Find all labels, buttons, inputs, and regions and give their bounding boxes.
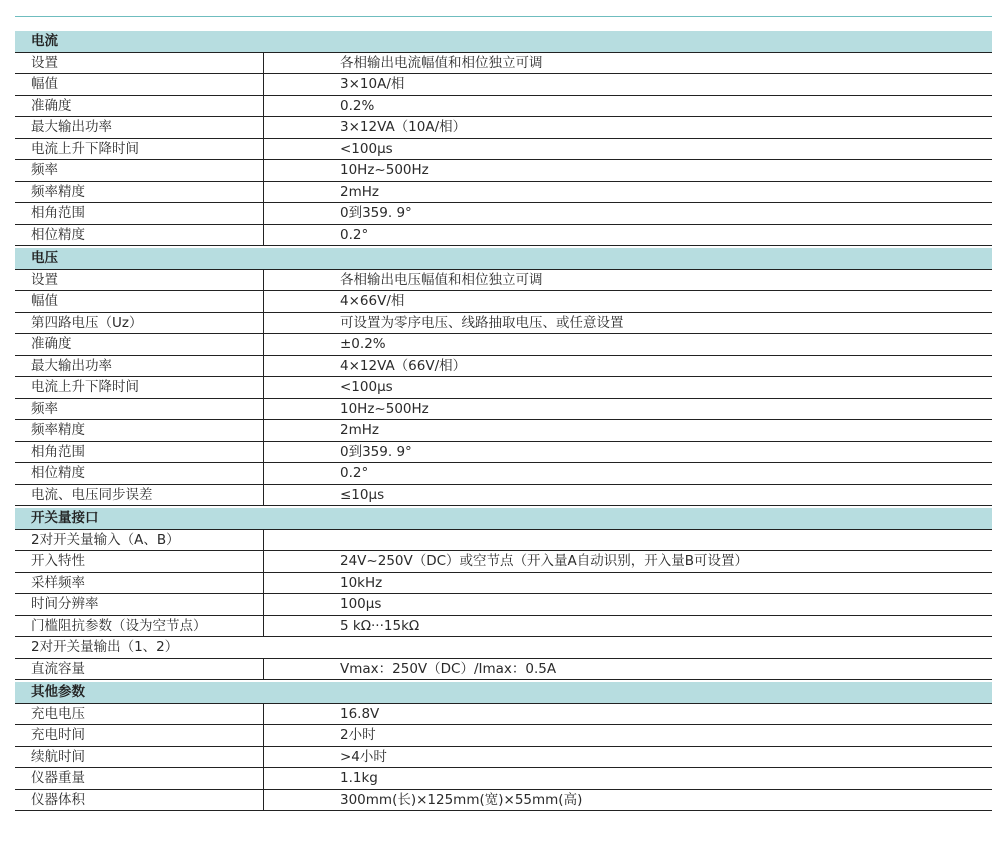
spec-row: [15, 334, 992, 356]
spec-label: 准确度: [31, 97, 72, 114]
spec-row: [15, 96, 992, 118]
spec-label: 充电时间: [31, 727, 85, 743]
spec-row: [15, 225, 992, 247]
spec-row: [15, 399, 992, 421]
spec-row: [15, 637, 992, 659]
spec-label: 电流上升下降时间: [31, 140, 139, 157]
section-title: 开关量接口: [31, 510, 99, 526]
spec-row: [15, 616, 992, 638]
spec-row: [15, 139, 992, 161]
spec-label: 幅值: [31, 76, 58, 92]
spec-label: 2对开关量输出（1、2）: [31, 639, 179, 655]
spec-row: [15, 182, 992, 204]
spec-row: [15, 442, 992, 464]
spec-value: 0到359. 9°: [340, 443, 412, 460]
spec-section: [15, 682, 992, 811]
spec-value: 5 kΩ···15kΩ: [340, 617, 420, 634]
spec-row: [15, 704, 992, 726]
spec-row: [15, 594, 992, 616]
spec-value: 0.2%: [340, 97, 375, 114]
spec-label: 幅值: [31, 293, 58, 309]
spec-value: <100µs: [340, 379, 393, 395]
spec-section: [15, 31, 992, 246]
spec-row: [15, 530, 992, 552]
spec-value: 16.8V: [340, 705, 380, 722]
spec-value: 3×12VA（10A/相）: [340, 119, 467, 135]
spec-value: 各相输出电压幅值和相位独立可调: [340, 271, 543, 288]
spec-label: 开入特性: [31, 553, 85, 569]
spec-label: 频率精度: [31, 183, 85, 200]
spec-row: [15, 377, 992, 399]
spec-label: 最大输出功率: [31, 357, 112, 374]
spec-label: 直流容量: [31, 660, 85, 677]
spec-label: 电流上升下降时间: [31, 379, 139, 395]
section-title: 电压: [31, 250, 58, 266]
spec-row: [15, 485, 992, 507]
spec-label: 相角范围: [31, 205, 85, 221]
spec-value: 10Hz~500Hz: [340, 400, 429, 417]
spec-value: >4小时: [340, 748, 387, 765]
spec-value: 300mm(长)×125mm(宽)×55mm(高): [340, 791, 583, 808]
spec-row: [15, 790, 992, 812]
spec-value: 2mHz: [340, 422, 379, 438]
spec-row: [15, 747, 992, 769]
spec-row: [15, 313, 992, 335]
spec-label: 仪器重量: [31, 770, 85, 786]
spec-row: [15, 768, 992, 790]
section-header: [15, 31, 992, 53]
spec-label: 电流、电压同步误差: [31, 486, 153, 503]
spec-value: 2mHz: [340, 183, 379, 200]
spec-section: [15, 248, 992, 506]
spec-label: 准确度: [31, 336, 72, 352]
spec-label: 最大输出功率: [31, 119, 112, 135]
spec-label: 门槛阻抗参数（设为空节点）: [31, 617, 207, 634]
spec-value: 10Hz~500Hz: [340, 162, 429, 178]
spec-label: 设置: [31, 271, 58, 288]
spec-row: [15, 463, 992, 485]
spec-label: 相位精度: [31, 226, 85, 243]
spec-row: [15, 74, 992, 96]
spec-row: [15, 53, 992, 75]
spec-row: [15, 551, 992, 573]
spec-value: 0.2°: [340, 226, 369, 243]
spec-row: [15, 270, 992, 292]
spec-value: 可设置为零序电压、线路抽取电压、或任意设置: [340, 314, 624, 331]
spec-value: 24V~250V（DC）或空节点（开入量A自动识别，开入量B可设置）: [340, 553, 749, 569]
spec-row: [15, 725, 992, 747]
spec-label: 续航时间: [31, 748, 85, 765]
top-divider: [15, 16, 992, 17]
spec-value: 3×10A/相: [340, 76, 405, 92]
section-title: 电流: [31, 33, 58, 49]
spec-table: [15, 31, 992, 811]
spec-value: 1.1kg: [340, 770, 378, 786]
spec-row: [15, 356, 992, 378]
section-header: [15, 682, 992, 704]
spec-row: [15, 203, 992, 225]
spec-value: 各相输出电流幅值和相位独立可调: [340, 54, 543, 71]
spec-value: 100µs: [340, 596, 382, 612]
spec-value: 4×12VA（66V/相）: [340, 357, 467, 374]
section-title: 其他参数: [31, 684, 85, 700]
spec-label: 频率: [31, 400, 58, 417]
spec-value: 4×66V/相: [340, 293, 405, 309]
spec-value: 10kHz: [340, 574, 383, 591]
spec-value: ≤10µs: [340, 486, 385, 503]
spec-value: Vmax：250V（DC）/Imax：0.5A: [340, 660, 557, 677]
spec-row: [15, 659, 992, 681]
spec-value: <100µs: [340, 140, 393, 157]
spec-section: [15, 508, 992, 680]
spec-label: 设置: [31, 54, 58, 71]
spec-label: 第四路电压（Uz）: [31, 314, 143, 331]
spec-label: 相位精度: [31, 465, 85, 481]
spec-row: [15, 420, 992, 442]
spec-label: 相角范围: [31, 443, 85, 460]
spec-label: 频率精度: [31, 422, 85, 438]
spec-label: 频率: [31, 162, 58, 178]
spec-value: ±0.2%: [340, 336, 386, 352]
spec-label: 2对开关量输入（A、B）: [31, 531, 180, 548]
spec-row: [15, 117, 992, 139]
spec-label: 时间分辨率: [31, 596, 99, 612]
spec-row: [15, 160, 992, 182]
spec-label: 仪器体积: [31, 791, 85, 808]
spec-value: 2小时: [340, 727, 376, 743]
spec-value: 0到359. 9°: [340, 205, 412, 221]
spec-value: 0.2°: [340, 465, 369, 481]
section-header: [15, 248, 992, 270]
spec-label: 充电电压: [31, 705, 85, 722]
section-header: [15, 508, 992, 530]
spec-row: [15, 573, 992, 595]
spec-row: [15, 291, 992, 313]
spec-label: 采样频率: [31, 574, 85, 591]
